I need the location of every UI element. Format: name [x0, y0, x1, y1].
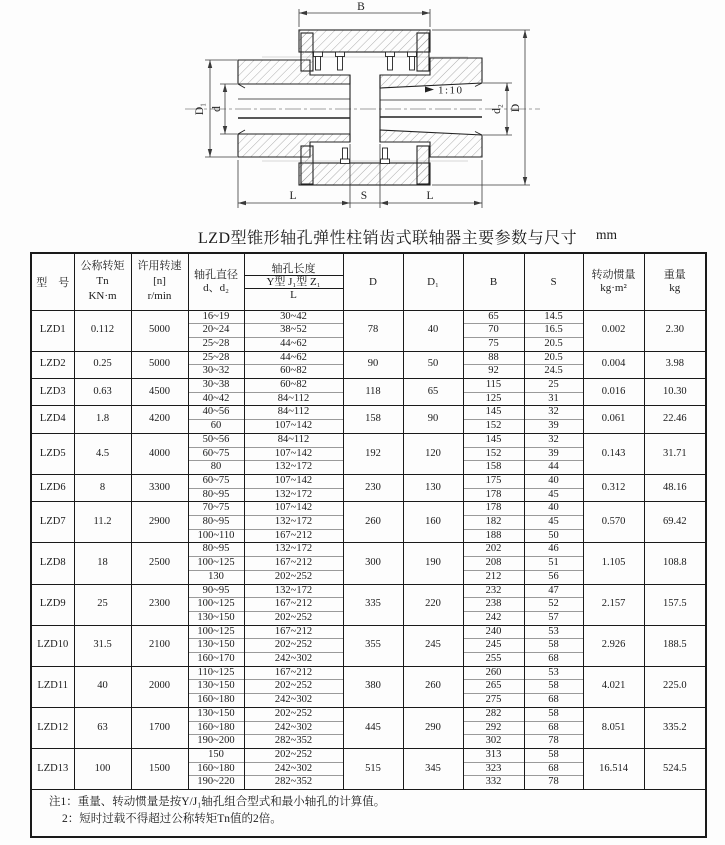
note-1: 注1：重量、转动惯量是按Y/J₁轴孔组合型式和最小轴孔的计算值。: [49, 796, 386, 809]
inertia-cell: 0.312: [583, 474, 644, 501]
header-B-label: B: [489, 275, 498, 288]
bore-dia-cell: 110~125: [188, 666, 244, 680]
torque-cell: 8: [74, 474, 131, 501]
dim-B-cell: 232: [463, 584, 524, 598]
header-model-label: 型 号: [36, 276, 70, 289]
bore-len-cell: 60~82: [244, 379, 343, 393]
dim-S-cell: 58: [524, 680, 583, 694]
dim-B-cell: 282: [463, 707, 524, 721]
bore-len-cell: 202~252: [244, 611, 343, 625]
dim-label-l-right: L: [426, 190, 434, 202]
bore-dia-cell: 60~75: [188, 474, 244, 488]
speed-cell: 5000: [131, 310, 188, 351]
torque-cell: 0.25: [74, 351, 131, 378]
header-torque: [74, 253, 131, 310]
header-weight-l1: 重量: [663, 268, 686, 281]
header-weight-l2: kg: [669, 281, 681, 294]
dim-S-cell: 31: [524, 392, 583, 406]
dim-B-cell: 158: [463, 461, 524, 475]
table-body: [31, 310, 706, 790]
dim-B-cell: 265: [463, 680, 524, 694]
model-cell: LZD10: [31, 625, 74, 666]
coupling-drawing: [0, 0, 725, 218]
bore-len-cell: 107~142: [244, 447, 343, 461]
bore-dia-cell: 50~56: [188, 433, 244, 447]
weight-cell: 3.98: [644, 351, 706, 378]
dim-B-cell: 332: [463, 776, 524, 790]
dim-S-cell: 58: [524, 749, 583, 763]
bore-len-cell: 38~52: [244, 324, 343, 338]
bore-len-cell: 44~62: [244, 337, 343, 351]
model-cell: LZD13: [31, 749, 74, 790]
dim-D-cell: 230: [343, 474, 403, 501]
dim-D1-cell: 120: [403, 433, 463, 474]
header-speed-l1: 许用转速: [137, 260, 182, 273]
speed-cell: 1700: [131, 707, 188, 748]
header-bore-len-l2: Y型 J₁型 Z₁: [245, 275, 343, 288]
inertia-cell: 4.021: [583, 666, 644, 707]
bore-dia-cell: 60: [188, 420, 244, 434]
inertia-cell: 1.105: [583, 543, 644, 584]
speed-cell: 1500: [131, 749, 188, 790]
bore-len-cell: 167~212: [244, 598, 343, 612]
dim-D-cell: 192: [343, 433, 403, 474]
dim-S-cell: 58: [524, 707, 583, 721]
dim-B-cell: 245: [463, 639, 524, 653]
dim-D-cell: 260: [343, 502, 403, 543]
dim-S-cell: 58: [524, 639, 583, 653]
model-cell: LZD6: [31, 474, 74, 501]
dim-D1-cell: 160: [403, 502, 463, 543]
header-S: [524, 253, 583, 310]
dim-B-cell: 88: [463, 351, 524, 365]
header-inertia: [583, 253, 644, 310]
bore-len-cell: 202~252: [244, 707, 343, 721]
dim-label-l-left: L: [289, 190, 297, 202]
dim-B-cell: 65: [463, 310, 524, 324]
weight-cell: 2.30: [644, 310, 706, 351]
header-speed: [131, 253, 188, 310]
dim-D1-cell: 40: [403, 310, 463, 351]
dim-S-cell: 14.5: [524, 310, 583, 324]
title-row: [30, 218, 705, 252]
bore-dia-cell: 130~150: [188, 611, 244, 625]
header-torque-l1: 公称转矩: [80, 260, 125, 273]
dim-S-cell: 20.5: [524, 337, 583, 351]
model-cell: LZD3: [31, 379, 74, 406]
header-bore-len-l1: 轴孔长度: [271, 262, 316, 275]
bore-dia-cell: 30~38: [188, 379, 244, 393]
dim-B-cell: 240: [463, 625, 524, 639]
header-S-label: S: [550, 275, 557, 288]
torque-cell: 40: [74, 666, 131, 707]
model-cell: LZD7: [31, 502, 74, 543]
weight-cell: 31.71: [644, 433, 706, 474]
table-header: [31, 253, 706, 310]
model-cell: LZD5: [31, 433, 74, 474]
dim-S-cell: 46: [524, 543, 583, 557]
weight-cell: 22.46: [644, 406, 706, 433]
bore-dia-cell: 150: [188, 749, 244, 763]
model-cell: LZD12: [31, 707, 74, 748]
dim-S-cell: 68: [524, 721, 583, 735]
dim-label-d2: d₂: [491, 104, 503, 114]
model-cell: LZD9: [31, 584, 74, 625]
dim-D1-cell: 65: [403, 379, 463, 406]
header-D: [343, 253, 403, 310]
dim-B-cell: 178: [463, 488, 524, 502]
weight-cell: 157.5: [644, 584, 706, 625]
bore-dia-cell: 25~28: [188, 351, 244, 365]
weight-cell: 225.0: [644, 666, 706, 707]
right-hub: [380, 58, 482, 157]
dim-B-cell: 152: [463, 420, 524, 434]
inertia-cell: 0.061: [583, 406, 644, 433]
inertia-cell: 8.051: [583, 707, 644, 748]
weight-cell: 188.5: [644, 625, 706, 666]
bore-dia-cell: 70~75: [188, 502, 244, 516]
dim-S-cell: 53: [524, 625, 583, 639]
header-inertia-l1: 转动惯量: [591, 268, 636, 281]
bore-len-cell: 167~212: [244, 529, 343, 543]
model-cell: LZD11: [31, 666, 74, 707]
dim-B-cell: 292: [463, 721, 524, 735]
dim-B-cell: 212: [463, 570, 524, 584]
dim-S-cell: 51: [524, 557, 583, 571]
bore-len-cell: 132~172: [244, 543, 343, 557]
dim-S-cell: 20.5: [524, 351, 583, 365]
dim-D-cell: 118: [343, 379, 403, 406]
model-cell: LZD4: [31, 406, 74, 433]
dim-label-d1: D₁: [194, 102, 206, 116]
dim-S-cell: 78: [524, 735, 583, 749]
dim-D1-cell: 260: [403, 666, 463, 707]
bore-len-cell: 242~302: [244, 653, 343, 667]
dim-S-cell: 56: [524, 570, 583, 584]
bore-dia-cell: 130~150: [188, 707, 244, 721]
dim-S-cell: 24.5: [524, 365, 583, 379]
torque-cell: 0.112: [74, 310, 131, 351]
weight-cell: 48.16: [644, 474, 706, 501]
dim-S-cell: 53: [524, 666, 583, 680]
dim-D-cell: 78: [343, 310, 403, 351]
dim-D1-cell: 50: [403, 351, 463, 378]
dim-B-cell: 75: [463, 337, 524, 351]
dim-S-cell: 32: [524, 406, 583, 420]
dim-B-cell: 302: [463, 735, 524, 749]
dim-B-cell: 145: [463, 433, 524, 447]
dim-D-cell: 515: [343, 749, 403, 790]
dim-S-cell: 78: [524, 776, 583, 790]
bore-dia-cell: 25~28: [188, 337, 244, 351]
bore-len-cell: 202~252: [244, 639, 343, 653]
note-2: 2：短时过载不得超过公称转矩Tn值的2倍。: [62, 813, 282, 826]
dim-S-cell: 40: [524, 502, 583, 516]
dim-B-cell: 178: [463, 502, 524, 516]
weight-cell: 524.5: [644, 749, 706, 790]
speed-cell: 4200: [131, 406, 188, 433]
dim-label-b: B: [357, 1, 365, 13]
bore-len-cell: 242~302: [244, 694, 343, 708]
speed-cell: 5000: [131, 351, 188, 378]
bore-len-cell: 167~212: [244, 625, 343, 639]
bore-dia-cell: 80~95: [188, 516, 244, 530]
dim-B-cell: 238: [463, 598, 524, 612]
coupling-drawing-svg: [0, 0, 725, 218]
bore-dia-cell: 100~125: [188, 598, 244, 612]
torque-cell: 0.63: [74, 379, 131, 406]
inertia-cell: 0.002: [583, 310, 644, 351]
dim-D-cell: 300: [343, 543, 403, 584]
dim-S-cell: 39: [524, 447, 583, 461]
bore-len-cell: 107~142: [244, 420, 343, 434]
header-torque-l2: Tn: [96, 274, 109, 287]
bore-len-cell: 107~142: [244, 502, 343, 516]
inertia-cell: 2.157: [583, 584, 644, 625]
bore-dia-cell: 130: [188, 570, 244, 584]
dim-S-cell: 45: [524, 516, 583, 530]
dim-B-cell: 152: [463, 447, 524, 461]
bore-len-cell: 282~352: [244, 776, 343, 790]
bore-len-cell: 84~112: [244, 406, 343, 420]
dim-D-cell: 355: [343, 625, 403, 666]
dim-S-cell: 32: [524, 433, 583, 447]
dim-B-cell: 182: [463, 516, 524, 530]
torque-cell: 100: [74, 749, 131, 790]
bore-dia-cell: 130~150: [188, 680, 244, 694]
speed-cell: 2500: [131, 543, 188, 584]
inertia-cell: 0.004: [583, 351, 644, 378]
dim-D-cell: 90: [343, 351, 403, 378]
speed-cell: 2000: [131, 666, 188, 707]
header-bore-len-l3: L: [245, 288, 343, 301]
inertia-cell: 0.016: [583, 379, 644, 406]
header-bore-len: [244, 253, 343, 310]
bore-len-cell: 84~112: [244, 392, 343, 406]
bore-len-cell: 44~62: [244, 351, 343, 365]
header-bore-dia: [188, 253, 244, 310]
inertia-cell: 2.926: [583, 625, 644, 666]
torque-cell: 31.5: [74, 625, 131, 666]
bore-dia-cell: 100~110: [188, 529, 244, 543]
left-hub: [238, 60, 350, 157]
dim-S-cell: 68: [524, 653, 583, 667]
inertia-cell: 16.514: [583, 749, 644, 790]
bore-len-cell: 132~172: [244, 488, 343, 502]
torque-cell: 63: [74, 707, 131, 748]
dim-D-cell: 445: [343, 707, 403, 748]
taper-label: 1:10: [438, 84, 464, 97]
bore-dia-cell: 90~95: [188, 584, 244, 598]
bore-len-cell: 60~82: [244, 365, 343, 379]
dim-D1-cell: 190: [403, 543, 463, 584]
bore-len-cell: 132~172: [244, 461, 343, 475]
table-notes: [31, 790, 706, 837]
dim-label-d: d: [211, 106, 223, 112]
header-model: [31, 253, 74, 310]
dim-S-cell: 16.5: [524, 324, 583, 338]
bore-len-cell: 202~252: [244, 570, 343, 584]
header-torque-l3: KN·m: [88, 289, 117, 302]
torque-cell: 4.5: [74, 433, 131, 474]
dim-S-cell: 68: [524, 762, 583, 776]
dim-D1-cell: 345: [403, 749, 463, 790]
header-weight: [644, 253, 706, 310]
model-cell: LZD1: [31, 310, 74, 351]
weight-cell: 335.2: [644, 707, 706, 748]
bore-len-cell: 167~212: [244, 666, 343, 680]
speed-cell: 2100: [131, 625, 188, 666]
header-speed-l2: [n]: [153, 274, 166, 287]
model-cell: LZD2: [31, 351, 74, 378]
bore-dia-cell: 20~24: [188, 324, 244, 338]
dim-S-cell: 45: [524, 488, 583, 502]
header-D1: [403, 253, 463, 310]
weight-cell: 108.8: [644, 543, 706, 584]
weight-cell: 10.30: [644, 379, 706, 406]
header-bore-dia-l2: d、d₂: [203, 281, 229, 294]
bore-len-cell: 84~112: [244, 433, 343, 447]
bore-dia-cell: 130~150: [188, 639, 244, 653]
notes-cell: [31, 790, 706, 837]
dim-D-cell: 335: [343, 584, 403, 625]
bore-dia-cell: 160~180: [188, 762, 244, 776]
inertia-cell: 0.143: [583, 433, 644, 474]
header-speed-l3: r/min: [147, 289, 172, 302]
bore-len-cell: 132~172: [244, 584, 343, 598]
dim-S-cell: 44: [524, 461, 583, 475]
spec-table: [30, 252, 707, 838]
dim-label-s: S: [360, 190, 368, 202]
header-D-label: D: [369, 275, 377, 288]
bore-len-cell: 107~142: [244, 474, 343, 488]
dim-B-cell: 92: [463, 365, 524, 379]
dim-S-cell: 40: [524, 474, 583, 488]
bore-len-cell: 132~172: [244, 516, 343, 530]
dim-D1-cell: 90: [403, 406, 463, 433]
dim-B-cell: 260: [463, 666, 524, 680]
model-cell: LZD8: [31, 543, 74, 584]
bore-dia-cell: 40~42: [188, 392, 244, 406]
dim-B-cell: 275: [463, 694, 524, 708]
bore-dia-cell: 30~32: [188, 365, 244, 379]
torque-cell: 11.2: [74, 502, 131, 543]
bore-len-cell: 242~302: [244, 721, 343, 735]
inertia-cell: 0.570: [583, 502, 644, 543]
header-inertia-l2: kg·m²: [600, 281, 627, 294]
dim-S-cell: 52: [524, 598, 583, 612]
bore-dia-cell: 16~19: [188, 310, 244, 324]
torque-cell: 25: [74, 584, 131, 625]
bore-dia-cell: 80: [188, 461, 244, 475]
bore-dia-cell: 40~56: [188, 406, 244, 420]
bore-dia-cell: 80~95: [188, 488, 244, 502]
torque-cell: 1.8: [74, 406, 131, 433]
dim-D-cell: 158: [343, 406, 403, 433]
speed-cell: 2300: [131, 584, 188, 625]
speed-cell: 2900: [131, 502, 188, 543]
header-D1-label: D₁: [427, 275, 439, 288]
dim-S-cell: 57: [524, 611, 583, 625]
dim-B-cell: 145: [463, 406, 524, 420]
bore-dia-cell: 190~200: [188, 735, 244, 749]
dim-S-cell: 68: [524, 694, 583, 708]
dim-B-cell: 313: [463, 749, 524, 763]
elastic-pins: [314, 52, 417, 164]
taper-annotation: [425, 85, 464, 97]
speed-cell: 4500: [131, 379, 188, 406]
speed-cell: 3300: [131, 474, 188, 501]
dim-D-cell: 380: [343, 666, 403, 707]
dim-S-cell: 47: [524, 584, 583, 598]
bore-dia-cell: 160~170: [188, 653, 244, 667]
bore-len-cell: 242~302: [244, 762, 343, 776]
dim-D1-cell: 220: [403, 584, 463, 625]
dim-D1-cell: 290: [403, 707, 463, 748]
unit-label: mm: [596, 227, 618, 242]
dim-D1-cell: 245: [403, 625, 463, 666]
dim-B-cell: 125: [463, 392, 524, 406]
dim-S-cell: 39: [524, 420, 583, 434]
bore-len-cell: 30~42: [244, 310, 343, 324]
bore-len-cell: 202~252: [244, 680, 343, 694]
dim-B-cell: 208: [463, 557, 524, 571]
dim-B-cell: 255: [463, 653, 524, 667]
bore-len-cell: 282~352: [244, 735, 343, 749]
dim-S-cell: 50: [524, 529, 583, 543]
page-title: LZD型锥形轴孔弹性柱销齿式联轴器主要参数与尺寸: [198, 230, 578, 247]
dim-B-cell: 242: [463, 611, 524, 625]
bore-len-cell: 167~212: [244, 557, 343, 571]
bore-dia-cell: 80~95: [188, 543, 244, 557]
dim-B-cell: 70: [463, 324, 524, 338]
bore-dia-cell: 100~125: [188, 557, 244, 571]
dim-label-dd: D: [510, 103, 522, 113]
weight-cell: 69.42: [644, 502, 706, 543]
header-bore-dia-l1: 轴孔直径: [194, 268, 238, 281]
dim-D1-cell: 130: [403, 474, 463, 501]
dim-B-cell: 115: [463, 379, 524, 393]
bore-dia-cell: 160~180: [188, 694, 244, 708]
dim-S-cell: 25: [524, 379, 583, 393]
dim-B-cell: 175: [463, 474, 524, 488]
dim-B-cell: 202: [463, 543, 524, 557]
bore-dia-cell: 160~180: [188, 721, 244, 735]
dim-B-cell: 188: [463, 529, 524, 543]
bore-dia-cell: 60~75: [188, 447, 244, 461]
bore-len-cell: 202~252: [244, 749, 343, 763]
header-B: [463, 253, 524, 310]
torque-cell: 18: [74, 543, 131, 584]
bore-dia-cell: 100~125: [188, 625, 244, 639]
dim-B-cell: 323: [463, 762, 524, 776]
bore-dia-cell: 190~220: [188, 776, 244, 790]
speed-cell: 4000: [131, 433, 188, 474]
